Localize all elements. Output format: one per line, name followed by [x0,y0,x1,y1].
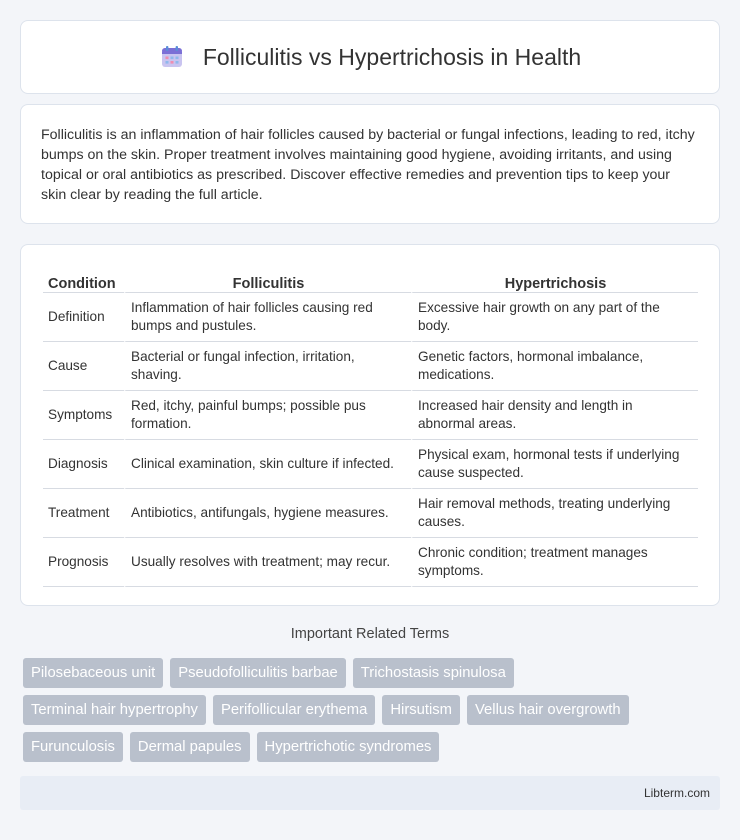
related-terms [23,658,683,769]
folliculitis-cell: Red, itchy, painful bumps; possible pus formation. [124,391,411,440]
table-row [43,538,698,587]
tag-pseudofolliculitis-barbae[interactable]: Pseudofolliculitis barbae [170,658,346,688]
table-row [43,342,698,391]
row-label: Prognosis [43,538,124,587]
table-header-row [43,265,698,293]
row-label: Cause [43,342,124,391]
tag-hirsutism[interactable]: Hirsutism [382,695,460,725]
header-hypertrichosis: Hypertrichosis [411,265,698,293]
hypertrichosis-cell: Hair removal methods, treating underlying causes. [411,489,698,538]
row-label: Symptoms [43,391,124,440]
table-row [43,489,698,538]
row-label: Definition [43,293,124,342]
hypertrichosis-cell: Chronic condition; treatment manages symptoms. [411,538,698,587]
tag-trichostasis-spinulosa[interactable]: Trichostasis spinulosa [353,658,514,688]
tag-furunculosis[interactable]: Furunculosis [23,732,123,762]
header-folliculitis: Folliculitis [124,265,411,293]
tag-pilosebaceous-unit[interactable]: Pilosebaceous unit [23,658,163,688]
page-title: Folliculitis vs Hypertrichosis in Health [202,43,582,70]
table-row [43,293,698,342]
folliculitis-cell: Antibiotics, antifungals, hygiene measures. [124,489,411,538]
tag-row [23,658,683,688]
table-row [43,440,698,489]
tag-row [23,695,683,725]
folliculitis-cell: Inflammation of hair follicles causing red bumps and pustules. [124,293,411,342]
row-label: Diagnosis [43,440,124,489]
calendar-icon [159,44,185,70]
intro-card [20,104,720,224]
related-terms-title: Important Related Terms [290,626,450,642]
table-row [43,391,698,440]
tag-hypertrichotic-syndromes[interactable]: Hypertrichotic syndromes [257,732,440,762]
footer-site-link[interactable]: Libterm.com [643,786,710,800]
footer [20,776,720,810]
intro-text: Folliculitis is an inflammation of hair follicles caused by bacterial or fungal infections, leading to red, itchy bumps on the skin. Proper treatment involves maintaining good hygiene, avoiding irritants, and using topical or oral antibiotics as prescribed. Discover effective remedies and prevention tips to keep your skin clear by reading the full article. [41,127,695,203]
folliculitis-cell: Bacterial or fungal infection, irritation, shaving. [124,342,411,391]
header-condition: Condition [43,265,124,293]
tag-perifollicular-erythema[interactable]: Perifollicular erythema [213,695,375,725]
tag-vellus-hair-overgrowth[interactable]: Vellus hair overgrowth [467,695,629,725]
comparison-card [20,244,720,606]
tag-dermal-papules[interactable]: Dermal papules [130,732,250,762]
header [159,44,581,71]
hypertrichosis-cell: Genetic factors, hormonal imbalance, medications. [411,342,698,391]
header-card [20,20,720,94]
hypertrichosis-cell: Excessive hair growth on any part of the body. [411,293,698,342]
tag-terminal-hair-hypertrophy[interactable]: Terminal hair hypertrophy [23,695,206,725]
hypertrichosis-cell: Increased hair density and length in abnormal areas. [411,391,698,440]
folliculitis-cell: Clinical examination, skin culture if infected. [124,440,411,489]
comparison-table [43,265,698,587]
folliculitis-cell: Usually resolves with treatment; may recur. [124,538,411,587]
tag-row [23,732,683,762]
row-label: Treatment [43,489,124,538]
hypertrichosis-cell: Physical exam, hormonal tests if underlying cause suspected. [411,440,698,489]
